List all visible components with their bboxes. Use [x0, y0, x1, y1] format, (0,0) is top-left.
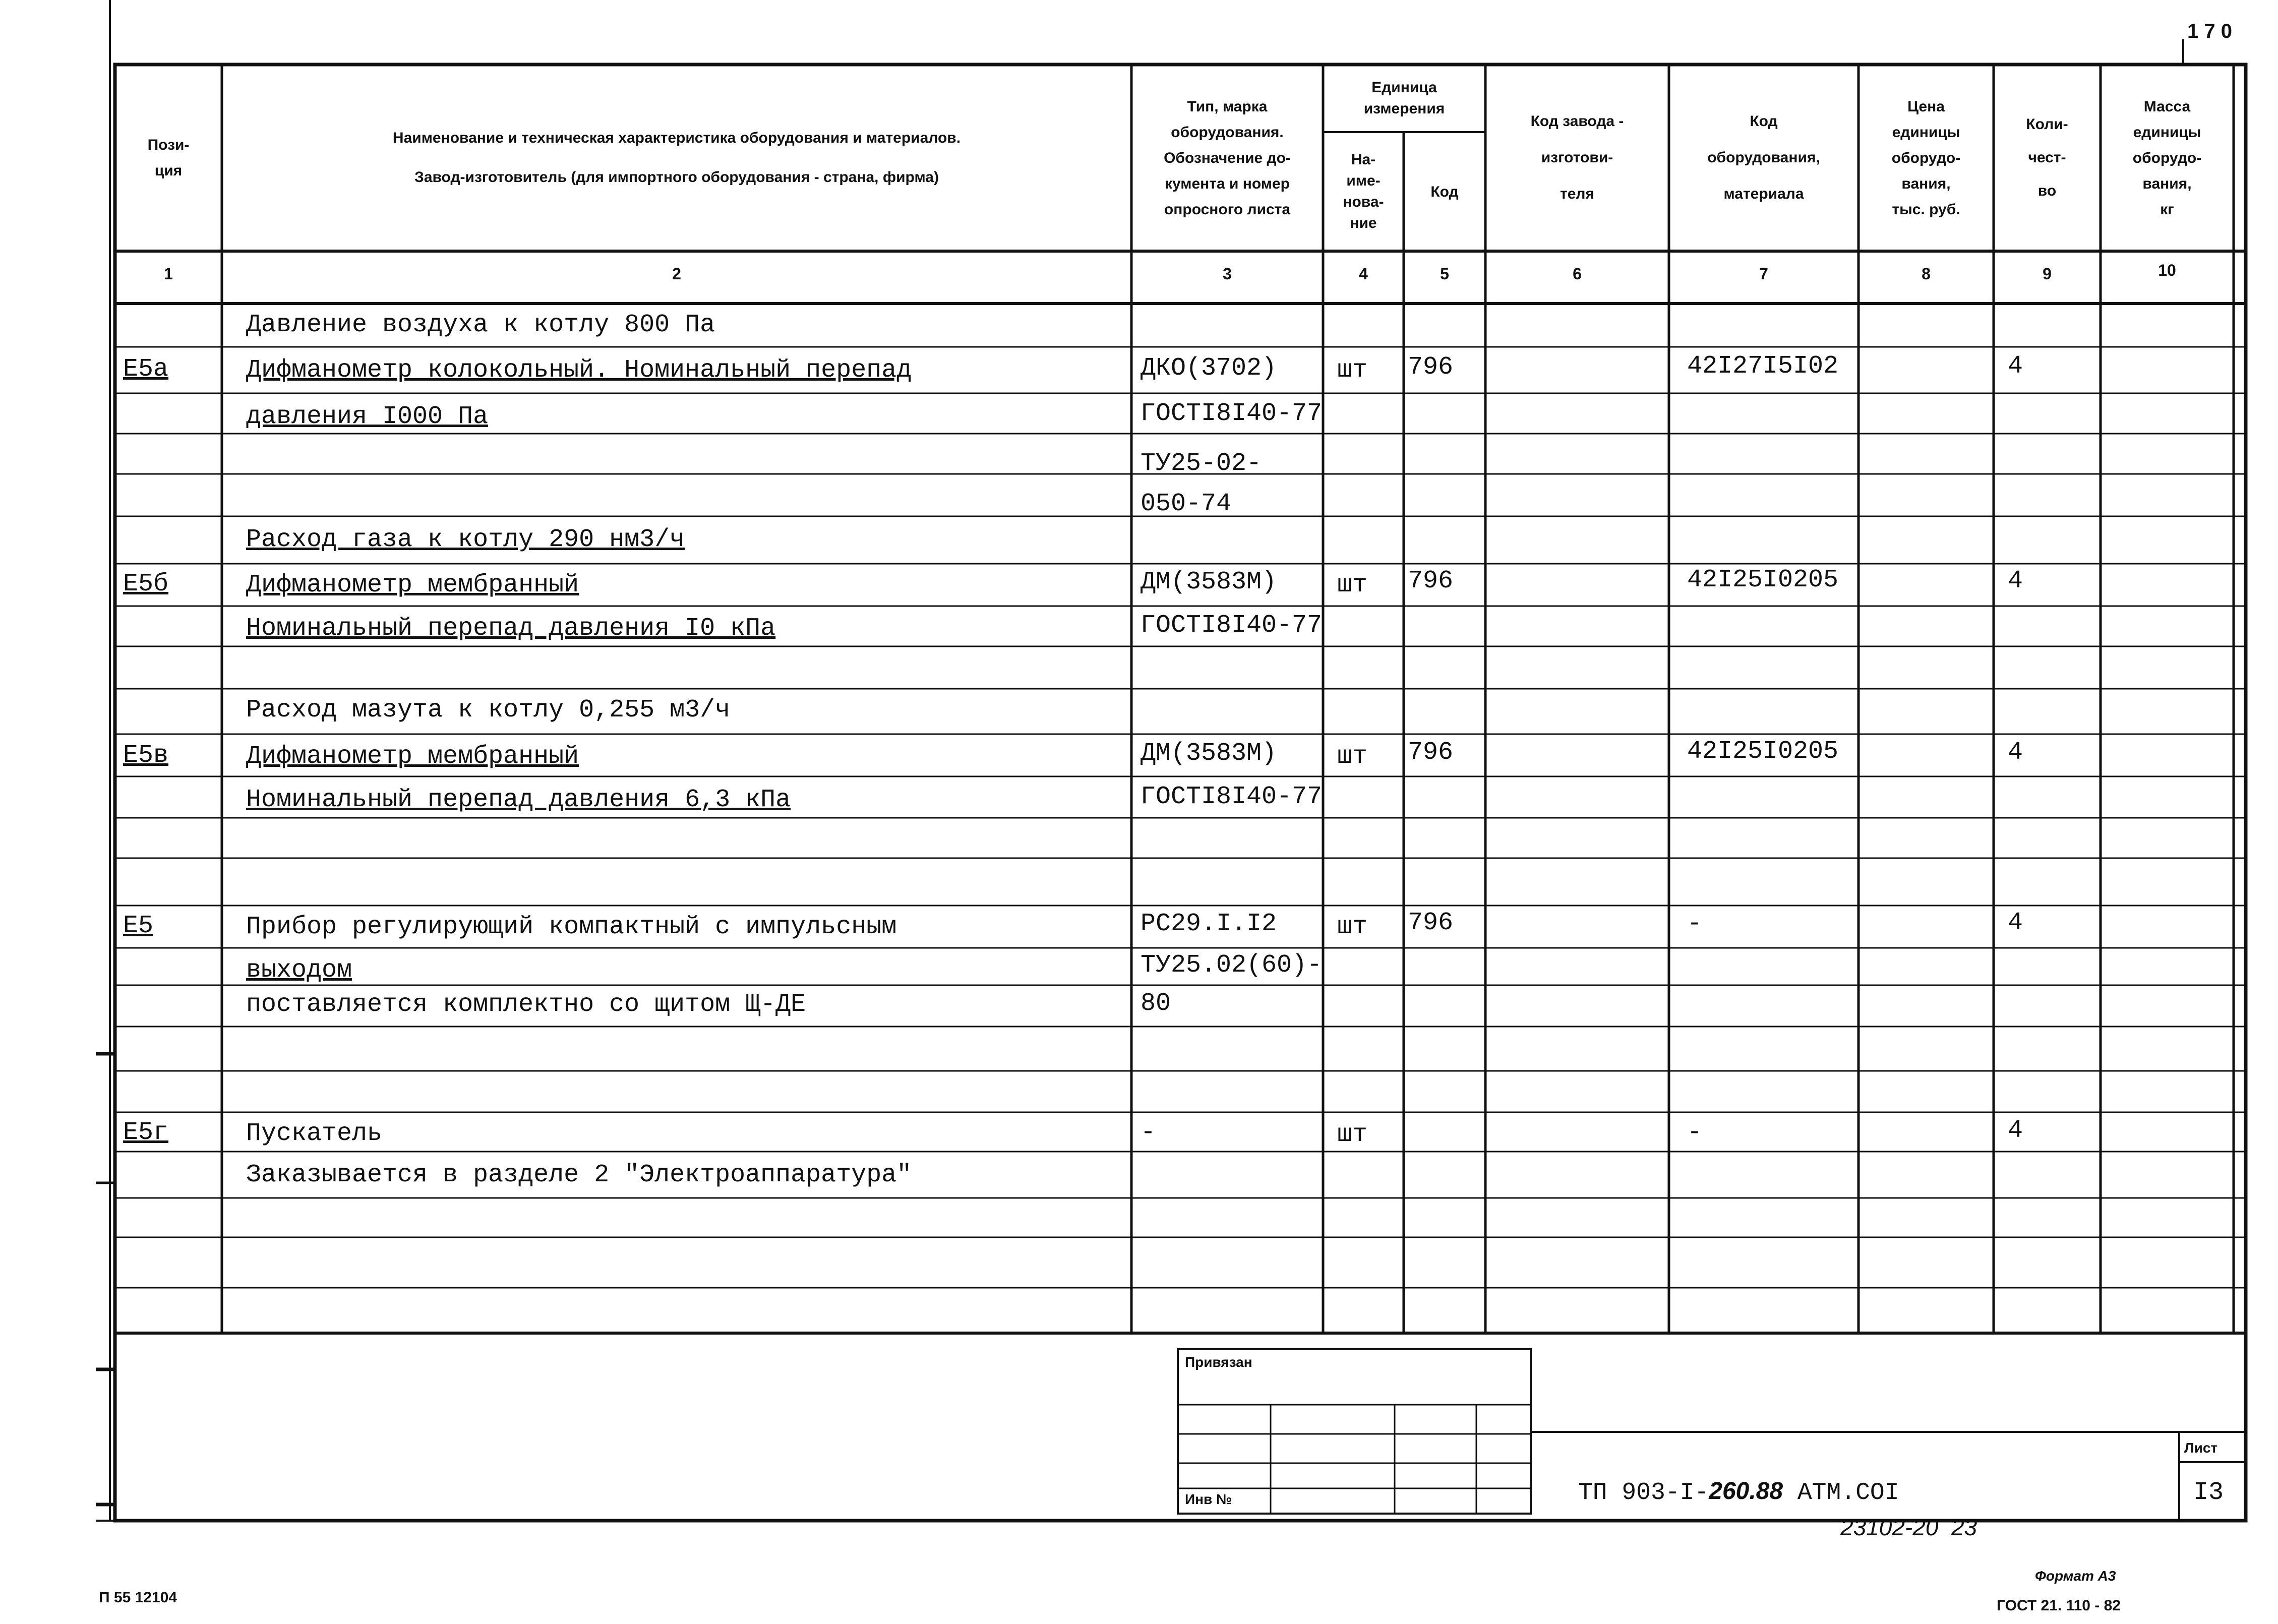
document-designation [1578, 1477, 1899, 1507]
header-quantity: Коли- чест- во [2026, 116, 2068, 199]
row-type: ГОСТI8I40-77 [1141, 783, 1323, 811]
row-unit: шт [1337, 742, 1368, 771]
row-position: Е5г [123, 1118, 169, 1147]
row-type: ГОСТI8I40-77 [1141, 399, 1323, 428]
row-name: Дифманометр мембранный [246, 571, 579, 599]
row-name: Расход мазута к котлу 0,255 м3/ч [246, 696, 731, 725]
row-unit: шт [1337, 356, 1368, 385]
row-name: Пускатель [246, 1119, 383, 1148]
colnum-6: 6 [1573, 265, 1582, 283]
sheet-number: I3 [2193, 1478, 2224, 1507]
header-price: Цена единицы оборудо- вания, тыс. руб. [1891, 98, 1961, 218]
row-unit: шт [1337, 571, 1368, 599]
colnum-3: 3 [1223, 265, 1232, 283]
stamp-privyazan: Привязан [1185, 1354, 1252, 1370]
row-name: Номинальный перепад давления I0 кПа [246, 614, 776, 643]
row-unit-code: 796 [1408, 567, 1454, 595]
row-name: Дифманометр мембранный [246, 742, 579, 771]
header-unit-group: Единица измерения [1363, 79, 1445, 117]
header-position: Пози- ция [147, 137, 190, 179]
header-type: Тип, марка оборудования. Обозначение до- кумента и номер опросного листа [1164, 98, 1291, 218]
colnum-7: 7 [1759, 265, 1768, 283]
colnum-4: 4 [1359, 265, 1368, 283]
row-position: Е5б [123, 570, 169, 598]
colnum-5: 5 [1440, 265, 1449, 283]
header-unit-code: Код [1430, 183, 1459, 200]
designation-prefix: ТП 903-I- [1578, 1479, 1709, 1507]
row-name: Расход газа к котлу 290 нм3/ч [246, 525, 685, 554]
row-quantity: 4 [2008, 352, 2023, 381]
row-name: поставляется комплектно со щитом Щ-ДЕ [246, 990, 806, 1019]
row-quantity: 4 [2008, 909, 2023, 937]
row-type: ДМ(3583М) [1141, 568, 1277, 596]
designation-number: 260.88 [1709, 1478, 1783, 1505]
colnum-9: 9 [2043, 265, 2052, 283]
footer-format: Формат А3 [2035, 1568, 2116, 1584]
row-unit: шт [1337, 1120, 1368, 1149]
row-equipment-code: - [1687, 1118, 1703, 1147]
row-type: ГОСТI8I40-77 [1141, 611, 1323, 640]
row-name: Давление воздуха к котлу 800 Па [246, 311, 715, 339]
colnum-8: 8 [1922, 265, 1931, 283]
row-unit: шт [1337, 913, 1368, 941]
handwritten-number: 23102-20 23 [1840, 1514, 1977, 1540]
row-quantity: 4 [2008, 1116, 2023, 1145]
row-name: Дифманометр колокольный. Номинальный перепад [246, 356, 912, 385]
row-type: ДМ(3583М) [1141, 739, 1277, 768]
row-type: - [1141, 1118, 1156, 1147]
header-equipment-code: Код оборудования, материала [1707, 113, 1820, 202]
row-position: Е5в [123, 741, 169, 770]
row-type: ДКО(3702) [1141, 354, 1277, 383]
row-name: Заказывается в разделе 2 "Электроаппаратура" [246, 1161, 912, 1189]
header-name: Наименование и техническая характеристика оборудования и материалов. Завод-изготовитель (для импортного оборудования - страна, фирма) [392, 130, 961, 186]
header-mass: Масса единицы оборудо- вания, кг [2132, 98, 2202, 218]
row-name: давления I000 Па [246, 402, 489, 431]
row-type: ТУ25-02- 050-74 [1141, 449, 1262, 518]
row-position: Е5а [123, 355, 169, 384]
row-type: 80 [1141, 989, 1171, 1018]
row-quantity: 4 [2008, 738, 2023, 767]
row-name: Номинальный перепад давления 6,3 кПа [246, 786, 791, 814]
row-type: РС29.I.I2 [1141, 910, 1277, 938]
row-unit-code: 796 [1408, 909, 1454, 937]
sheet-label: Лист [2184, 1440, 2218, 1456]
row-equipment-code: - [1687, 910, 1703, 938]
row-equipment-code: 42I27I5I02 [1687, 352, 1839, 381]
row-name: Прибор регулирующий компактный с импульсным [246, 913, 897, 941]
row-name: выходом [246, 956, 352, 985]
row-equipment-code: 42I25I0205 [1687, 566, 1839, 594]
stamp-inv-no: Инв № [1185, 1491, 1232, 1507]
colnum-10: 10 [2158, 261, 2176, 279]
row-unit-code: 796 [1408, 353, 1454, 382]
row-type: ТУ25.02(60)- [1141, 951, 1323, 980]
row-position: Е5 [123, 912, 154, 940]
footer-gost: ГОСТ 21. 110 - 82 [1997, 1597, 2121, 1614]
colnum-2: 2 [672, 265, 681, 283]
footer-left-code: П 55 12104 [99, 1589, 177, 1606]
sheet-corner-mark: 1 7 0 [2187, 20, 2232, 42]
row-equipment-code: 42I25I0205 [1687, 737, 1839, 766]
row-quantity: 4 [2008, 567, 2023, 595]
header-factory-code: Код завода - изготови- теля [1530, 113, 1624, 202]
designation-suffix: АТМ.СОI [1783, 1479, 1899, 1507]
row-unit-code: 796 [1408, 738, 1454, 767]
header-unit-name: На- име- нова- ние [1343, 151, 1384, 231]
colnum-1: 1 [164, 265, 173, 283]
